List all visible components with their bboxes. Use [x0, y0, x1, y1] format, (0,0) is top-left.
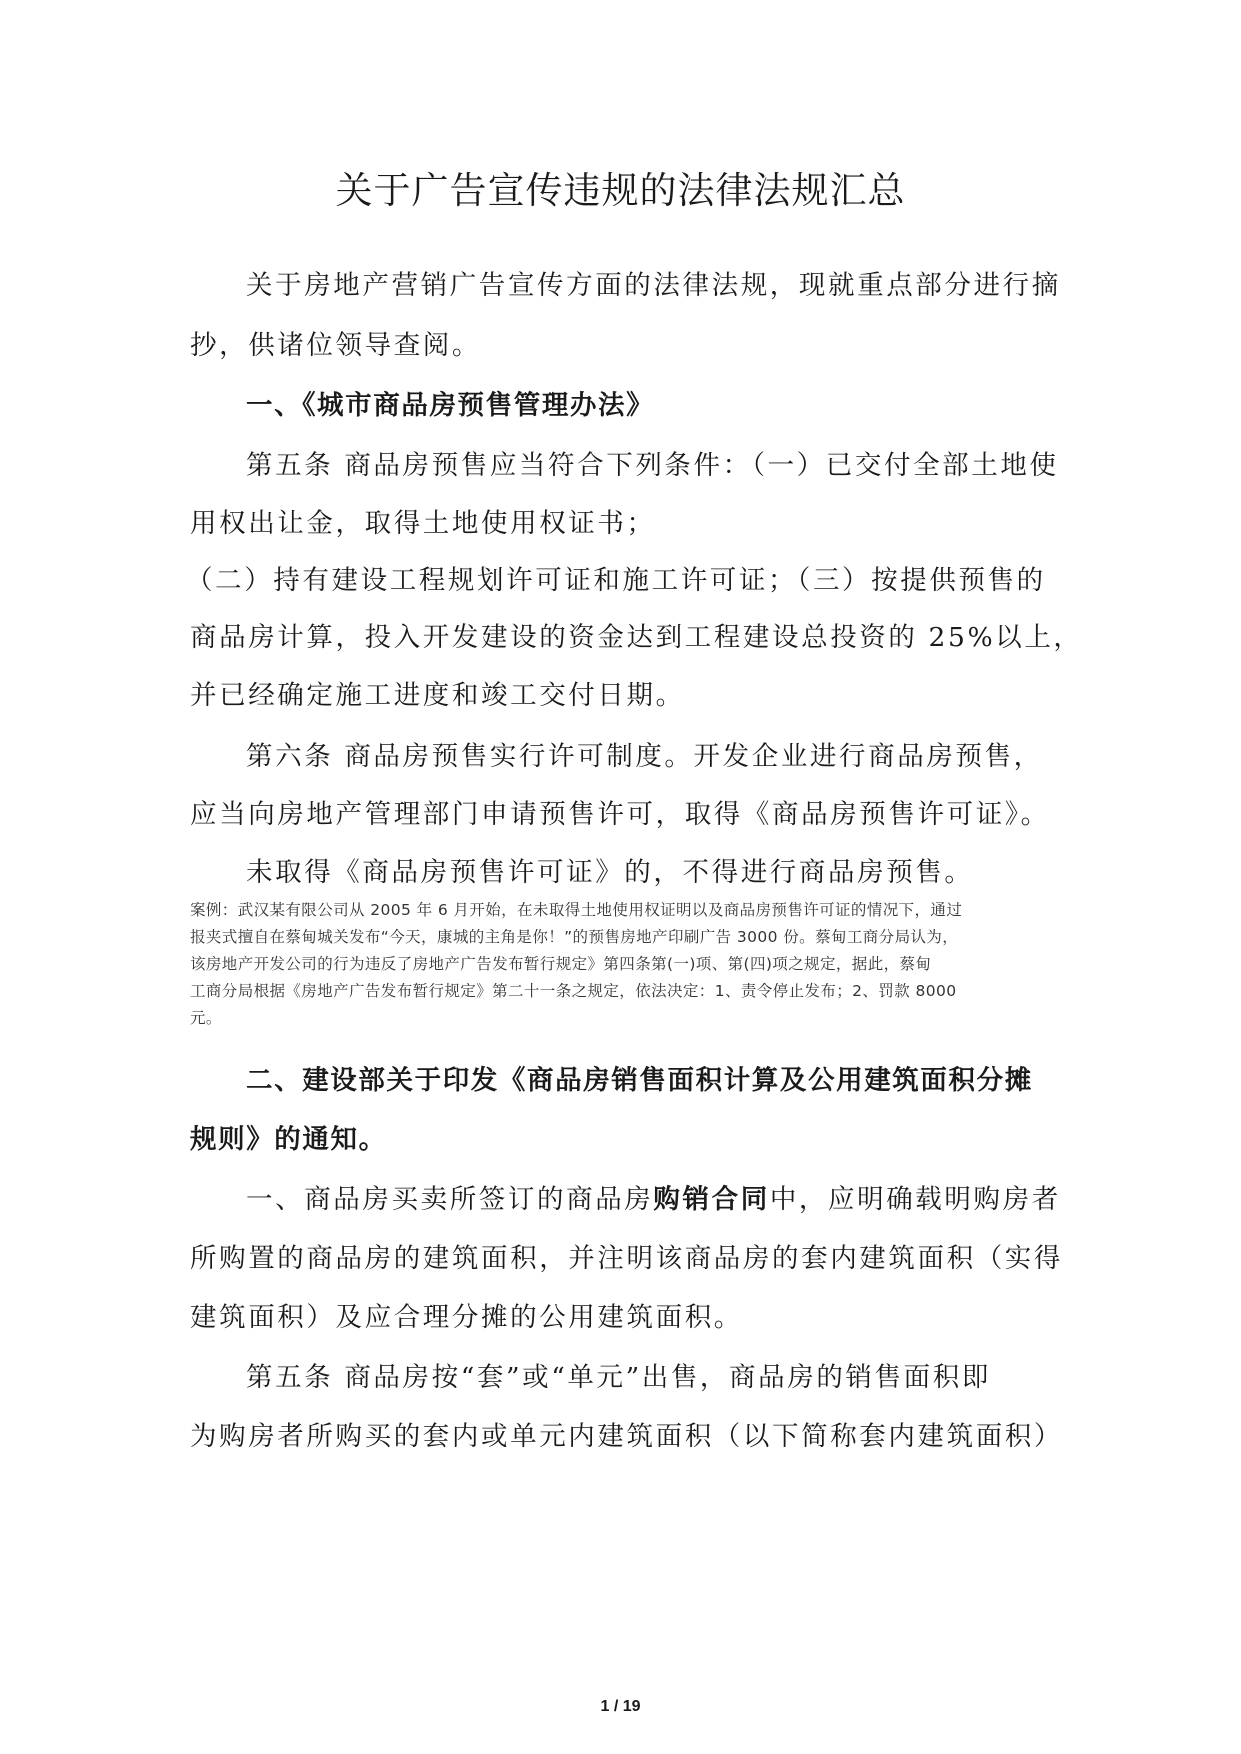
- section-2-heading-line-2: 规则》的通知。: [190, 1124, 387, 1155]
- para-1-text-b: 中，应明确载明购房者: [769, 1184, 1061, 1215]
- case-line-1: 案例：武汉某有限公司从 2005 年 6 月开始，在未取得土地使用权证明以及商品房预售许可证的情况下，通过: [190, 901, 963, 919]
- section-1-heading: 一、《城市商品房预售管理办法》: [246, 390, 655, 421]
- case-line-2: 报夹式擅自在蔡甸城关发布“今天，康城的主角是你！”的预售房地产印刷广告 3000 份。蔡甸工商分局认为，: [190, 928, 959, 946]
- conditions-line-3: 并已经确定施工进度和竣工交付日期。: [190, 680, 685, 711]
- conditions-line-2: 商品房计算，投入开发建设的资金达到工程建设总投资的 25%以上，: [190, 622, 1083, 653]
- section-2-article-5-line-2: 为购房者所购买的套内或单元内建筑面积（以下简称套内建筑面积）: [190, 1421, 1063, 1452]
- case-line-3: 该房地产开发公司的行为违反了房地产广告发布暂行规定》第四条第(一)项、第(四)项之规定，据此，蔡甸: [190, 955, 932, 973]
- section-2-para-1-line-1: [246, 1177, 1061, 1216]
- section-2-para-1-line-2: 所购置的商品房的建筑面积，并注明该商品房的套内建筑面积（实得: [190, 1243, 1063, 1274]
- section-2-para-1-line-3: 建筑面积）及应合理分摊的公用建筑面积。: [190, 1302, 743, 1333]
- para-1-text-a: 一、商品房买卖所签订的商品房: [246, 1184, 654, 1215]
- page-number: 1 / 19: [600, 1698, 641, 1715]
- case-line-4: 工商分局根据《房地产广告发布暂行规定》第二十一条之规定，依法决定：1、责令停止发布；2、罚款 8000: [190, 982, 957, 1000]
- purchase-contract-term: 购销合同: [653, 1184, 770, 1215]
- page-title: 关于广告宣传违规的法律法规汇总: [335, 169, 906, 212]
- article-6-line-3: 未取得《商品房预售许可证》的，不得进行商品房预售。: [246, 857, 974, 888]
- intro-line-1: 关于房地产营销广告宣传方面的法律法规，现就重点部分进行摘: [246, 270, 1061, 301]
- article-6-line-2: 应当向房地产管理部门申请预售许可，取得《商品房预售许可证》。: [190, 799, 1050, 830]
- section-2-article-5-line-1: 第五条 商品房按“套”或“单元”出售，商品房的销售面积即: [246, 1362, 991, 1393]
- article-5-line-1: 第五条 商品房预售应当符合下列条件：（一）已交付全部土地使: [246, 450, 1059, 481]
- intro-line-2: 抄，供诸位领导查阅。: [190, 330, 481, 361]
- case-line-5: 元。: [190, 1009, 222, 1027]
- article-5-line-2: 用权出让金，取得土地使用权证书；: [190, 508, 656, 539]
- article-6-line-1: 第六条 商品房预售实行许可制度。开发企业进行商品房预售，: [246, 741, 1043, 772]
- section-2-heading-line-1: 二、建设部关于印发《商品房销售面积计算及公用建筑面积分摊: [246, 1065, 1033, 1096]
- conditions-line-1: （二）持有建设工程规划许可证和施工许可证；（三）按提供预售的: [186, 565, 1046, 596]
